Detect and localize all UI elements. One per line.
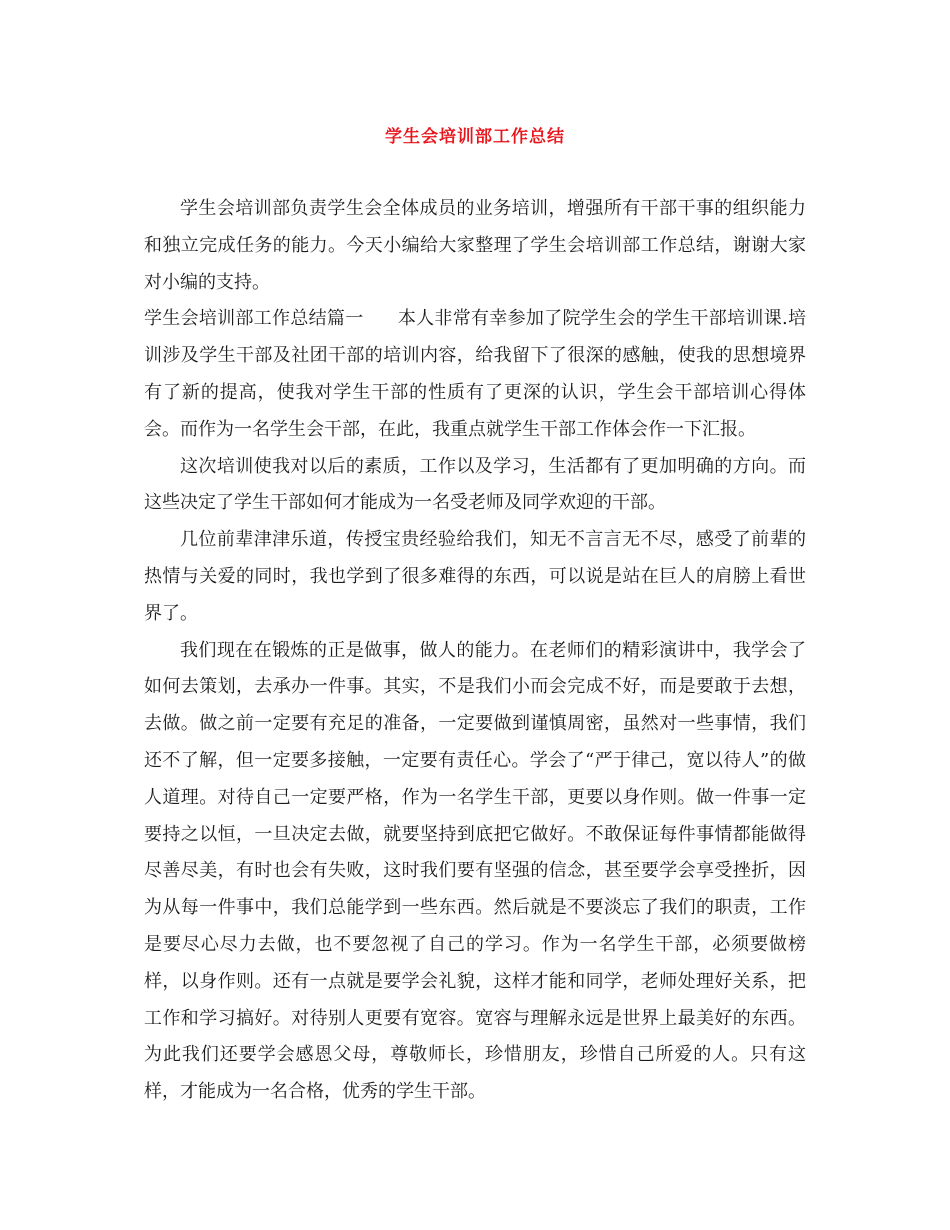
- document-title: 学生会培训部工作总结: [385, 127, 565, 147]
- section-1-text: 本人非常有幸参加了院学生会的学生干部培训课.培训涉及学生干部及社团干部的培训内容，给我留下了很深的感触，使我的思想境界有了新的提高，使我对学生干部的性质有了更深的认识，学生会干部培训心得体会。而作为一名学生会干部，在此，我重点就学生干部工作体会作一下汇报。: [144, 308, 806, 440]
- paragraph-intro: 学生会培训部负责学生会全体成员的业务培训，增强所有干部干事的组织能力和独立完成任务的能力。今天小编给大家整理了学生会培训部工作总结，谢谢大家对小编的支持。: [144, 198, 806, 293]
- paragraph-5: 我们现在在锻炼的正是做事，做人的能力。在老师们的精彩演讲中，我学会了如何去策划，去承办一件事。其实，不是我们小而会完成不好，而是要敢于去想，去做。做之前一定要有充足的准备，一定要做到谨慎周密，虽然对一些事情，我们还不了解，但一定要多接触，一定要有责任心。学会了“严于律己，宽以待人”的做人道理。对待自己一定要严格，作为一名学生干部，更要以身作则。做一件事一定要持之以恒，一旦决定去做，就要坚持到底把它做好。不敢保证每件事情都能做得尽善尽美，有时也会有失败，这时我们要有坚强的信念，甚至要学会享受挫折，因为从每一件事中，我们总能学到一些东西。然后就是不要淡忘了我们的职责，工作是要尽心尽力去做，也不要忽视了自己的学习。作为一名学生干部，必须要做榜样，以身作则。还有一点就是要学会礼貌，这样才能和同学，老师处理好关系，把工作和学习搞好。对待别人更要有宽容。宽容与理解永远是世界上最美好的东西。为此我们还要学会感恩父母，尊敬师长，珍惜朋友，珍惜自己所爱的人。只有这样，才能成为一名合格，优秀的学生干部。: [144, 639, 806, 1103]
- paragraph-4: 几位前辈津津乐道，传授宝贵经验给我们，知无不言言无不尽，感受了前辈的热情与关爱的同时，我也学到了很多难得的东西，可以说是站在巨人的肩膀上看世界了。: [144, 529, 806, 624]
- section-heading: 学生会培训部工作总结篇一: [144, 308, 364, 330]
- paragraph-section-1: [144, 301, 806, 448]
- paragraph-3: 这次培训使我对以后的素质，工作以及学习，生活都有了更加明确的方向。而这些决定了学生干部如何才能成为一名受老师及同学欢迎的干部。: [144, 455, 806, 514]
- document-body: [144, 191, 806, 1111]
